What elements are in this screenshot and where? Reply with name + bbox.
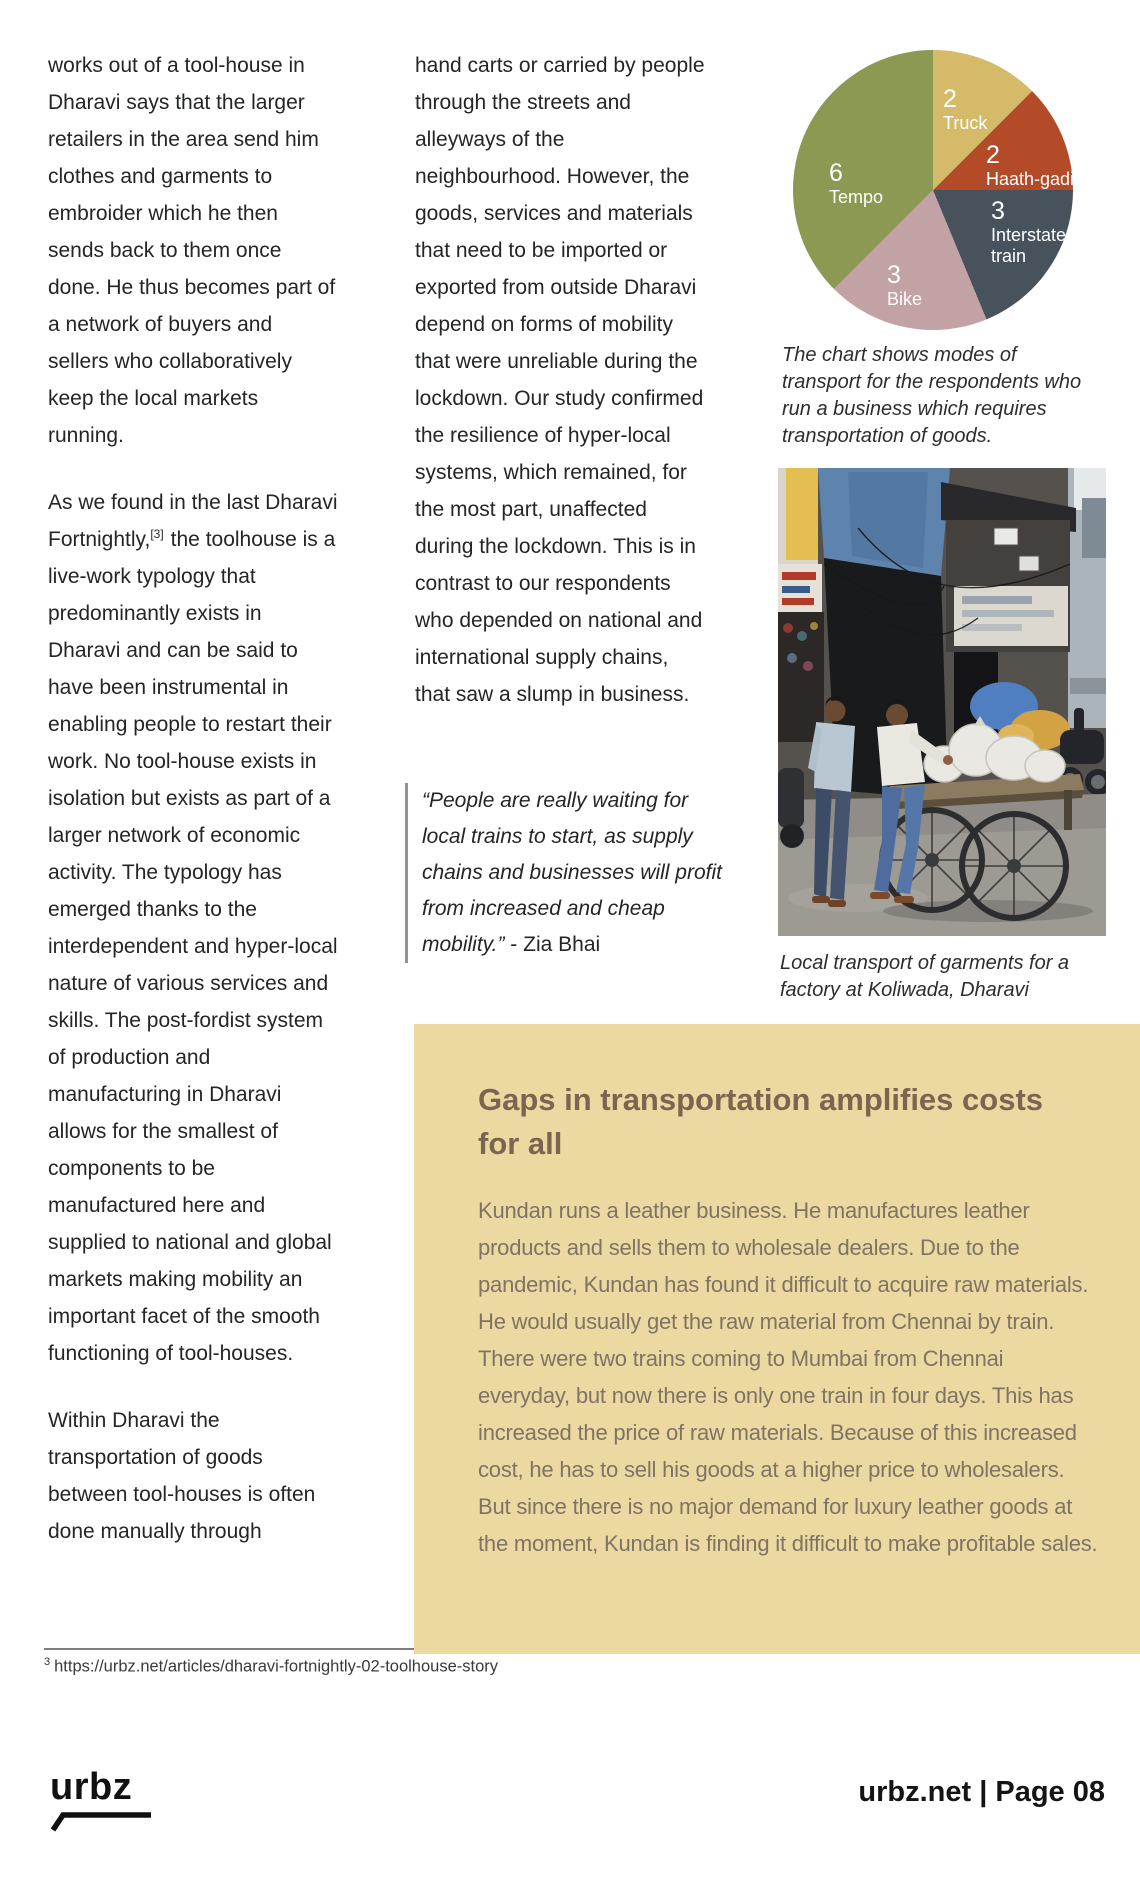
footnote-reference[interactable]: [3] [150, 527, 164, 541]
quote-attribution: - Zia Bhai [510, 933, 601, 956]
yellow-sign [786, 468, 818, 560]
photo-caption: Local transport of garments for a factory at Koliwada, Dharavi [780, 952, 1070, 1001]
paragraph: As we found in the last Dharavi Fortnightly,[3] the toolhouse is a live-work typology that predominantly exists in Dharavi and can be said to have been instrumental in enabling people to restart their work. No tool-house exists in isolation but exists as part of a larger network of economic activity. The typology has emerged thanks to the interdependent and hyper-local nature of various services and skills. The post-fordist system of production and manufacturing in Dharavi allows for the smallest of components to be manufactured here and supplied to national and global markets making mobility an important facet of the smooth functioning of tool-houses. [48, 491, 338, 1365]
chart-caption: The chart shows modes of transport for the respondents who run a business which requires transportation of goods. [782, 344, 1082, 447]
paragraph: works out of a tool-house in Dharavi says that the larger retailers in the area send him clothes and garments to embroider which he then sends back to them once done. He thus becomes part of a network of buyers and sellers who collaboratively keep the local markets running. [48, 54, 336, 447]
footnote [44, 1656, 498, 1677]
footnote-divider [44, 1648, 414, 1650]
ac-unit [994, 528, 1018, 545]
story-box-heading: Gaps in transportation amplifies costs for all [478, 1082, 1044, 1161]
pull-quote [405, 783, 722, 963]
footnote-marker: 3 [44, 1656, 51, 1668]
urbz-logo [50, 1768, 170, 1833]
pie-label-interstate-train: 3 Interstate train [991, 197, 1067, 266]
street-photo-illustration [778, 468, 1106, 936]
pie-label-haath-gadi: 2 Haath-gadi [986, 141, 1075, 189]
quote-text: “People are really waiting for local trains to start, as supply chains and businesses will profit from increased and cheap mobility.” [422, 789, 722, 956]
ac-unit [1019, 556, 1039, 571]
street-photo [778, 468, 1106, 936]
urbz-logo-text: urbz [50, 1766, 133, 1808]
story-box [414, 1024, 1140, 1654]
pie-label-tempo: 6 Tempo [829, 159, 884, 207]
story-box-body: Kundan runs a leather business. He manufactures leather products and sells them to wholesale dealers. Due to the pandemic, Kundan has found it difficult to acquire raw materials. He would usually get the raw material from Chennai by train. There were two trains coming to Mumbai from Chennai everyday, but now there is only one train in four days. This has increased the price of raw materials. Because of this increased cost, he has to sell his goods at a higher price to wholesalers. But since there is no major demand for luxury leather goods at the moment, Kundan is finding it difficult to make profitable sales. [478, 1198, 1098, 1556]
footnote-url[interactable]: https://urbz.net/articles/dharavi-fortnightly-02-toolhouse-story [54, 1657, 498, 1676]
urbz-logo-underline-icon [50, 1807, 160, 1833]
page-footer-text: urbz.net | Page 08 [858, 1776, 1105, 1808]
pie-label-truck: 2 Truck [943, 85, 988, 133]
paragraph: hand carts or carried by people through the streets and alleyways of the neighbourhood. However, the goods, services and materials that need to be imported or exported from outside Dharavi depend on forms of mobility that were unreliable during the lockdown. Our study confirmed the resilience of hyper-local systems, which remained, for the most part, unaffected during the lockdown. This is in contrast to our respondents who depended on national and international supply chains, that saw a slump in business. [415, 54, 705, 706]
middle-text-column [415, 47, 705, 743]
left-text-column [48, 47, 338, 1580]
pie-label-bike: 3 Bike [887, 261, 923, 309]
paragraph: Within Dharavi the transportation of goods between tool-houses is often done manually through [48, 1409, 316, 1543]
transport-pie-chart [793, 50, 1073, 330]
